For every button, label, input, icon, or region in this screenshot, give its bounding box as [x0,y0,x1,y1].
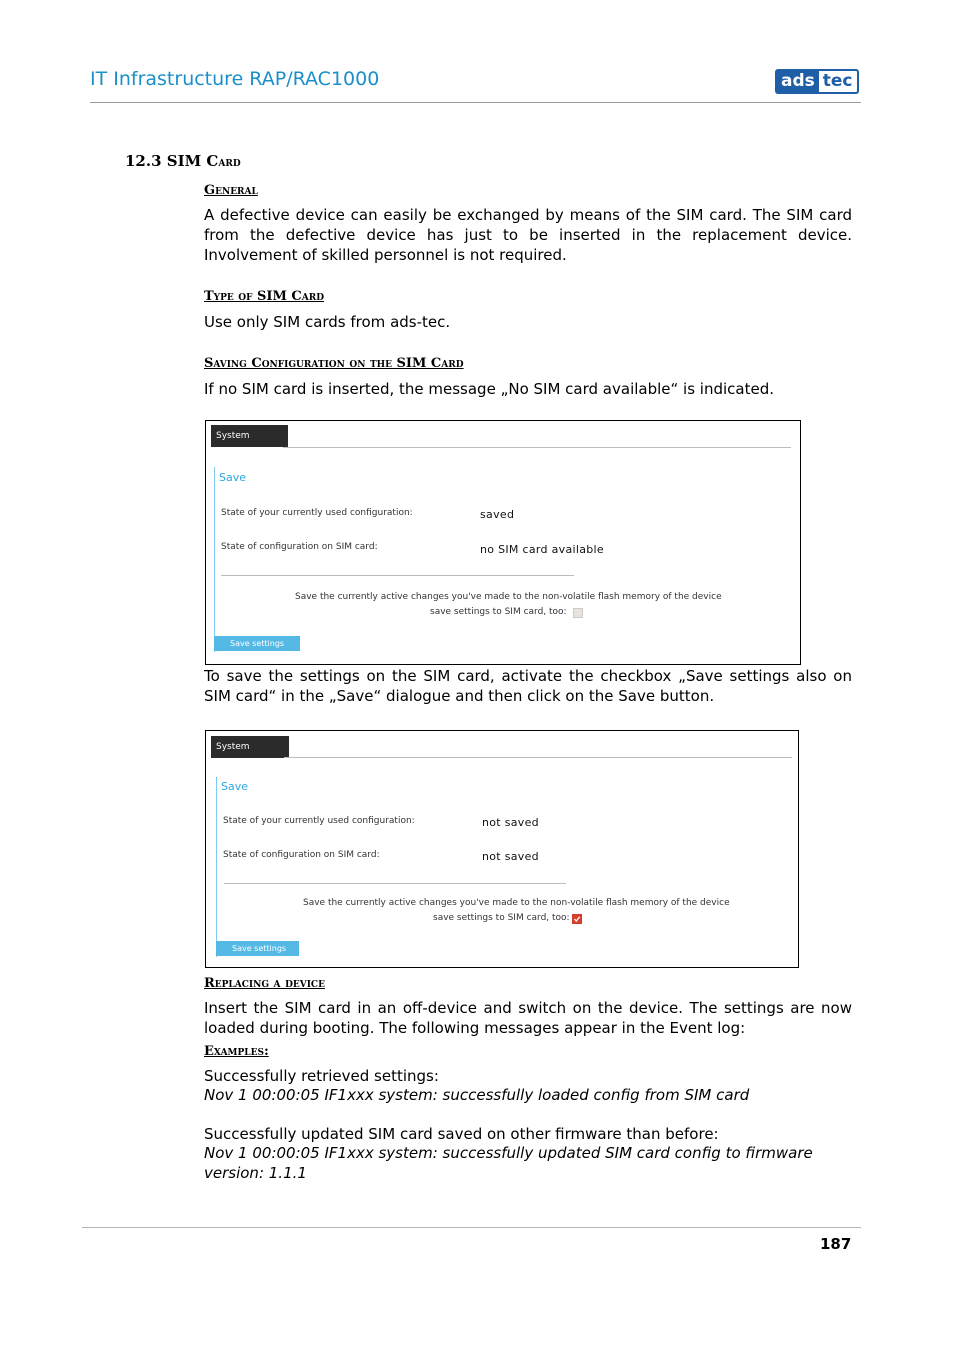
save-to-sim-checkbox[interactable] [573,608,583,618]
save-note: Save the currently active changes you've made to the non-volatile flash memory of the device [303,898,730,908]
saving-heading: Saving Configuration on the SIM Card [204,356,464,371]
checkbox-label: save settings to SIM card, too: [433,913,570,923]
document-header-title: IT Infrastructure RAP/RAC1000 [90,68,380,90]
header-divider [90,102,861,103]
tab-underline [284,757,792,758]
save-settings-button[interactable]: Save settings [216,941,299,956]
section-title [125,152,241,170]
footer-divider [82,1227,861,1228]
replacing-paragraph: Insert the SIM card in an off-device and switch on the device. The settings are now loaded during booting. The following messages appear in the Event log: [204,999,852,1037]
ads-tec-logo [775,69,859,94]
sim-config-label: State of configuration on SIM card: [223,850,380,860]
system-tab[interactable]: System [211,425,288,447]
sim-config-value: not saved [482,850,539,863]
sim-config-label: State of configuration on SIM card: [221,542,378,552]
type-paragraph: Use only SIM cards from ads-tec. [204,313,451,331]
example2-label: Successfully updated SIM card saved on other firmware than before: [204,1125,719,1143]
replacing-heading: Replacing a device [204,976,325,991]
save-title: Save [219,471,247,484]
example2-message: Nov 1 00:00:05 IF1xxx system: successfully updated SIM card config to firmware version: 1.1.1 [204,1144,813,1182]
saving-instruction-paragraph: To save the settings on the SIM card, activate the checkbox „Save settings also on SIM card“ in the „Save“ dialogue and then click on the Save button. [204,667,852,705]
save-note: Save the currently active changes you've made to the non-volatile flash memory of the device [295,592,722,602]
current-config-label: State of your currently used configuration: [223,816,415,826]
logo-left-text: ads [775,69,819,94]
save-title: Save [221,780,249,793]
screenshot-save-dialog-2 [205,730,799,968]
sim-config-value: no SIM card available [480,543,604,556]
example1-label: Successfully retrieved settings: [204,1067,439,1085]
save-to-sim-checkbox[interactable] [572,914,582,924]
type-heading: Type of SIM Card [204,289,325,304]
current-config-value: saved [480,508,515,521]
checkbox-label: save settings to SIM card, too: [430,607,567,617]
examples-heading: Examples: [204,1044,269,1059]
checkmark-icon [573,915,581,923]
saving-paragraph: If no SIM card is inserted, the message „No SIM card available“ is indicated. [204,380,774,398]
tab-underline [283,447,791,448]
section-title-main: 12.3 SIM C [125,152,219,170]
logo-right-text: tec [819,69,859,94]
general-heading: General [204,183,258,198]
page-number: 187 [820,1235,852,1253]
example1-message: Nov 1 00:00:05 IF1xxx system: successfully loaded config from SIM card [204,1086,750,1104]
panel-border [216,777,217,957]
current-config-label: State of your currently used configuration: [221,508,413,518]
general-paragraph: A defective device can easily be exchanged by means of the SIM card. The SIM card from the defective device has just to be inserted in the replacement device. Involvement of skilled personnel is not required. [204,206,852,264]
current-config-value: not saved [482,816,539,829]
system-tab[interactable]: System [211,736,289,758]
save-settings-button[interactable]: Save settings [214,636,300,651]
panel-border [214,467,215,652]
separator [224,883,566,884]
screenshot-save-dialog-1 [205,420,801,665]
separator [221,575,574,576]
section-title-rest: ard [218,155,241,170]
